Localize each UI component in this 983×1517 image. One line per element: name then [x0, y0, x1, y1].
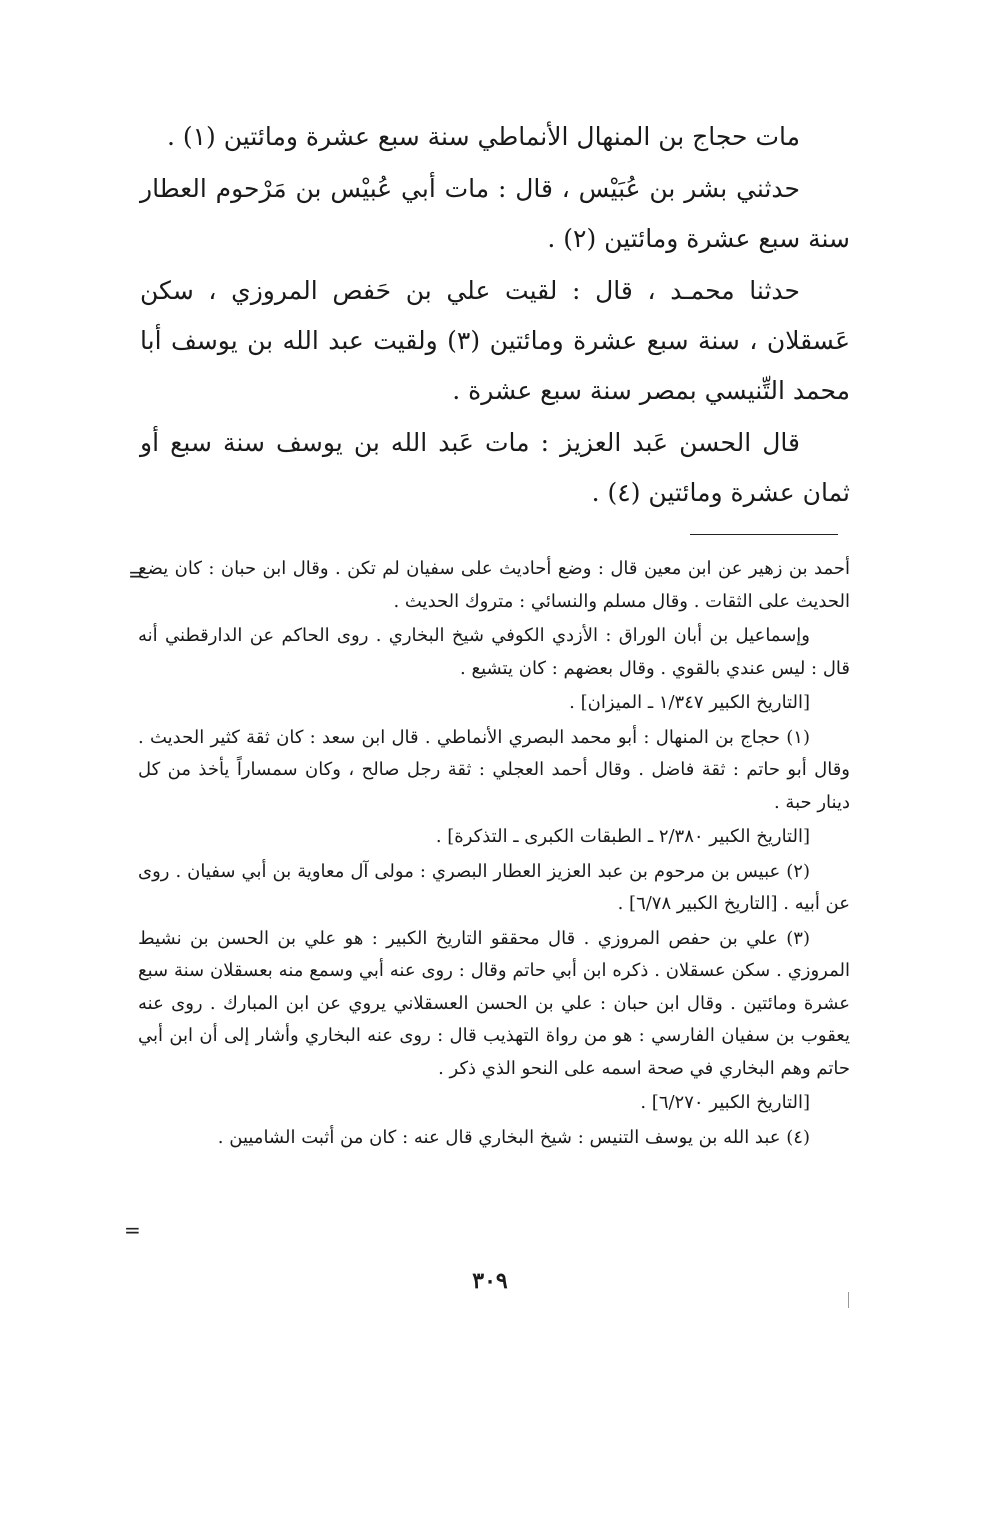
- footnote-citation: [التاريخ الكبير ١/٣٤٧ ـ الميزان] .: [569, 692, 810, 713]
- main-paragraph-2: حدثني بشر بن عُبَيْس ، قال : مات أبي عُبيْس بن مَرْحوم العطار سنة سبع عشرة ومائتين (٢) .: [140, 174, 850, 253]
- page-number: ٣٠٩: [472, 1268, 508, 1294]
- footnote-1: (١) حجاج بن المنهال : أبو محمد البصري الأنماطي . قال ابن سعد : كان ثقة كثير الحديث . وقال أبو حاتم : ثقة فاضل . وقال أحمد العجلي : ثقة رجل صالح ، وكان سمساراً يأخذ من كل دينار حبة .: [138, 726, 850, 813]
- main-text: [140, 112, 850, 518]
- footnote-paragraph: وإسماعيل بن أبان الوراق : الأزدي الكوفي شيخ البخاري . روى الحاكم عن الدارقطني أنه قال : ليس عندي بالقوي . وقال بعضهم : كان يتشيع .: [138, 625, 850, 679]
- footnotes: [138, 553, 850, 1156]
- footnote-2: (٢) عبيس بن مرحوم بن عبد العزيز العطار البصري : مولى آل معاوية بن أبي سفيان . روى عن أبيه . [التاريخ الكبير ٦/٧٨] .: [138, 860, 850, 914]
- scan-artifact-line: [848, 1292, 849, 1308]
- main-paragraph-3: حدثنا محمـد ، قال : لقيت علي بن حَفص المروزي ، سكن عَسقلان ، سنة سبع عشرة ومائتين (٣) ولقيت عبد الله بن يوسف أبا محمد التِّنيسي بمصر سنة سبع عشرة .: [140, 276, 850, 405]
- main-paragraph-4: قال الحسن عَبد العزيز : مات عَبد الله بن يوسف سنة سبع أو ثمان عشرة ومائتين (٤) .: [140, 428, 850, 507]
- footnote-1-citation: [التاريخ الكبير ٢/٣٨٠ ـ الطبقات الكبرى ـ التذكرة] .: [435, 826, 810, 847]
- footnote-continuation: أحمد بن زهير عن ابن معين قال : وضع أحاديث على سفيان لم تكن . وقال ابن حبان : كان يضع الحديث على الثقات . وقال مسلم والنسائي : متروك الحديث .: [138, 558, 850, 612]
- footnote-3-citation: [التاريخ الكبير ٦/٢٧٠] .: [640, 1092, 810, 1113]
- footnote-4: (٤) عبد الله بن يوسف التنيس : شيخ البخاري قال عنه : كان من أثبت الشاميين .: [217, 1126, 810, 1148]
- continuation-marker-bottom: =: [124, 1218, 141, 1242]
- footnote-3: (٣) علي بن حفص المروزي . قال محققو التاريخ الكبير : هو علي بن الحسن بن نشيط المروزي . سكن عسقلان . ذكره ابن أبي حاتم وقال : روى عنه أبي وسمع منه بعسقلان سنة سبع عشرة ومائتين . وقال ابن حبان : علي بن الحسن العسقلاني يروي عن ابن المبارك . روى عنه يعقوب بن سفيان الفارسي : هو من رواة التهذيب قال : روى عنه البخاري وأشار إلى أن ابن أبي حاتم وهم البخاري في صحة اسمه على النحو الذي ذكر .: [138, 927, 850, 1079]
- footnote-separator: [690, 534, 838, 535]
- main-paragraph-1: مات حجاج بن المنهال الأنماطي سنة سبع عشرة ومائتين (١) .: [166, 122, 800, 151]
- continuation-marker-top: =: [128, 562, 145, 586]
